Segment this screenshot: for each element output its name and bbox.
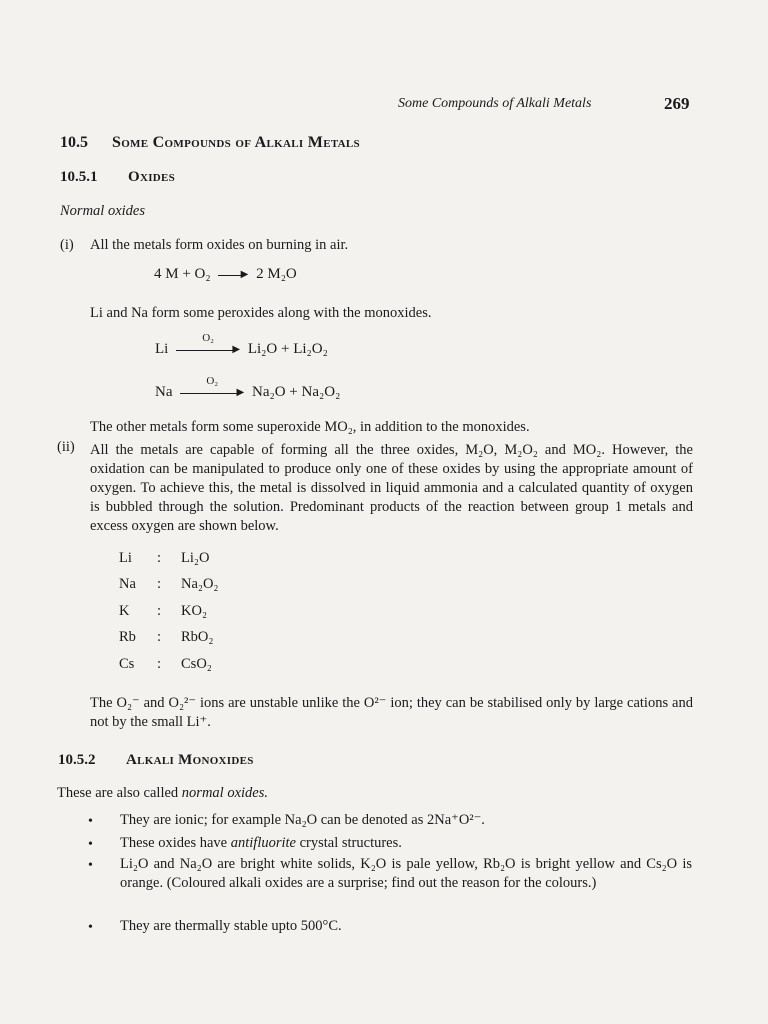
page-number: 269	[664, 94, 690, 113]
reaction-li	[155, 331, 328, 358]
subsection-title: Oxides	[128, 169, 176, 185]
section-number: 10.5	[60, 134, 88, 151]
bullet-icon: •	[88, 814, 93, 829]
arrow-condition: O₂	[202, 331, 214, 344]
reaction-arrow: O₂ ▶	[176, 344, 240, 356]
separator: :	[157, 550, 162, 566]
metal: Li	[119, 550, 132, 566]
item-marker-i: (i)	[60, 237, 74, 253]
separator: :	[157, 656, 162, 672]
metal: Rb	[119, 629, 136, 645]
bullet-item: They are thermally stable upto 500°C.	[120, 918, 342, 934]
intro-text: These are also called	[57, 785, 182, 801]
item-marker-ii: (ii)	[57, 439, 75, 455]
subsection-number: 10.5.2	[58, 752, 96, 768]
products-na: Na₂O + Na₂O₂	[252, 384, 341, 400]
bullet-item: Li₂O and Na₂O are bright white solids, K₂O is pale yellow, Rb₂O is bright yellow and Cs₂O is orange. (Coloured alkali oxides are a surprise; find out the reason for the colours.)	[120, 856, 692, 891]
metal: K	[119, 603, 130, 619]
subsection-title: Alkali Monoxides	[126, 752, 254, 768]
metal: Cs	[119, 656, 135, 672]
reactant-na: Na	[155, 384, 173, 400]
bullet-item	[120, 834, 692, 853]
item-ii-text: All the metals are capable of forming all the three oxides, M₂O, M₂O₂ and MO₂. However, the oxidation can be manipulated to produce only one of these oxides by using the appropriate amount of oxygen. To achieve this, the metal is dissolved in liquid ammonia and a calculated quantity of oxygen is bubbled through the solution. Predominant products of the reaction between group 1 metals and excess oxygen are shown below.	[90, 442, 693, 534]
item-i-text: All the metals form oxides on burning in air.	[90, 237, 349, 253]
product: KO₂	[181, 603, 207, 619]
subsection-heading-monoxides	[58, 752, 254, 769]
equation-rhs: 2 M₂O	[256, 266, 297, 282]
product: Na₂O₂	[181, 576, 219, 592]
bullet-italic: antifluorite	[230, 835, 296, 851]
separator: :	[157, 629, 162, 645]
bullet-icon: •	[88, 837, 93, 852]
product-row	[119, 656, 212, 673]
product-row	[119, 576, 219, 593]
monoxides-intro	[57, 785, 268, 802]
product: RbO₂	[181, 629, 214, 645]
bullet-icon: •	[88, 858, 93, 873]
bullet-text: crystal structures.	[295, 835, 402, 851]
product-row	[119, 603, 207, 620]
product-row	[119, 629, 213, 646]
section-title: Some Compounds of Alkali Metals	[112, 134, 360, 151]
products-li: Li₂O + Li₂O₂	[247, 341, 328, 357]
peroxide-note: Li and Na form some peroxides along with the monoxides.	[90, 305, 432, 321]
metal: Na	[119, 576, 136, 592]
section-heading	[60, 134, 360, 152]
equation-lhs: 4 M + O₂	[154, 266, 211, 282]
subheading-normal-oxides: Normal oxides	[60, 203, 145, 219]
bullet-item: They are ionic; for example Na₂O can be denoted as 2Na⁺O²⁻.	[120, 812, 485, 828]
ions-note: The O₂⁻ and O₂²⁻ ions are unstable unlike the O²⁻ ion; they can be stabilised only by large cations and not by the small Li⁺.	[90, 695, 693, 730]
reaction-na	[155, 374, 341, 401]
separator: :	[157, 576, 162, 592]
equation-burning	[154, 266, 297, 283]
reaction-arrow: O₂ ▶	[180, 387, 244, 399]
intro-italic: normal oxides.	[181, 785, 268, 801]
subsection-number: 10.5.1	[60, 169, 98, 185]
product: Li₂O	[181, 550, 210, 566]
product: CsO₂	[181, 656, 212, 672]
arrow-condition: O₂	[206, 374, 219, 387]
running-title: Some Compounds of Alkali Metals	[398, 96, 592, 111]
subsection-heading-oxides	[60, 169, 175, 186]
bullet-text: These oxides have	[120, 835, 231, 851]
superoxide-note: The other metals form some superoxide MO₂, in addition to the monoxides.	[90, 419, 530, 435]
reaction-arrow: ▶	[218, 269, 248, 281]
separator: :	[157, 603, 162, 619]
bullet-icon: •	[88, 920, 93, 935]
product-row	[119, 550, 209, 567]
reactant-li: Li	[155, 341, 169, 357]
